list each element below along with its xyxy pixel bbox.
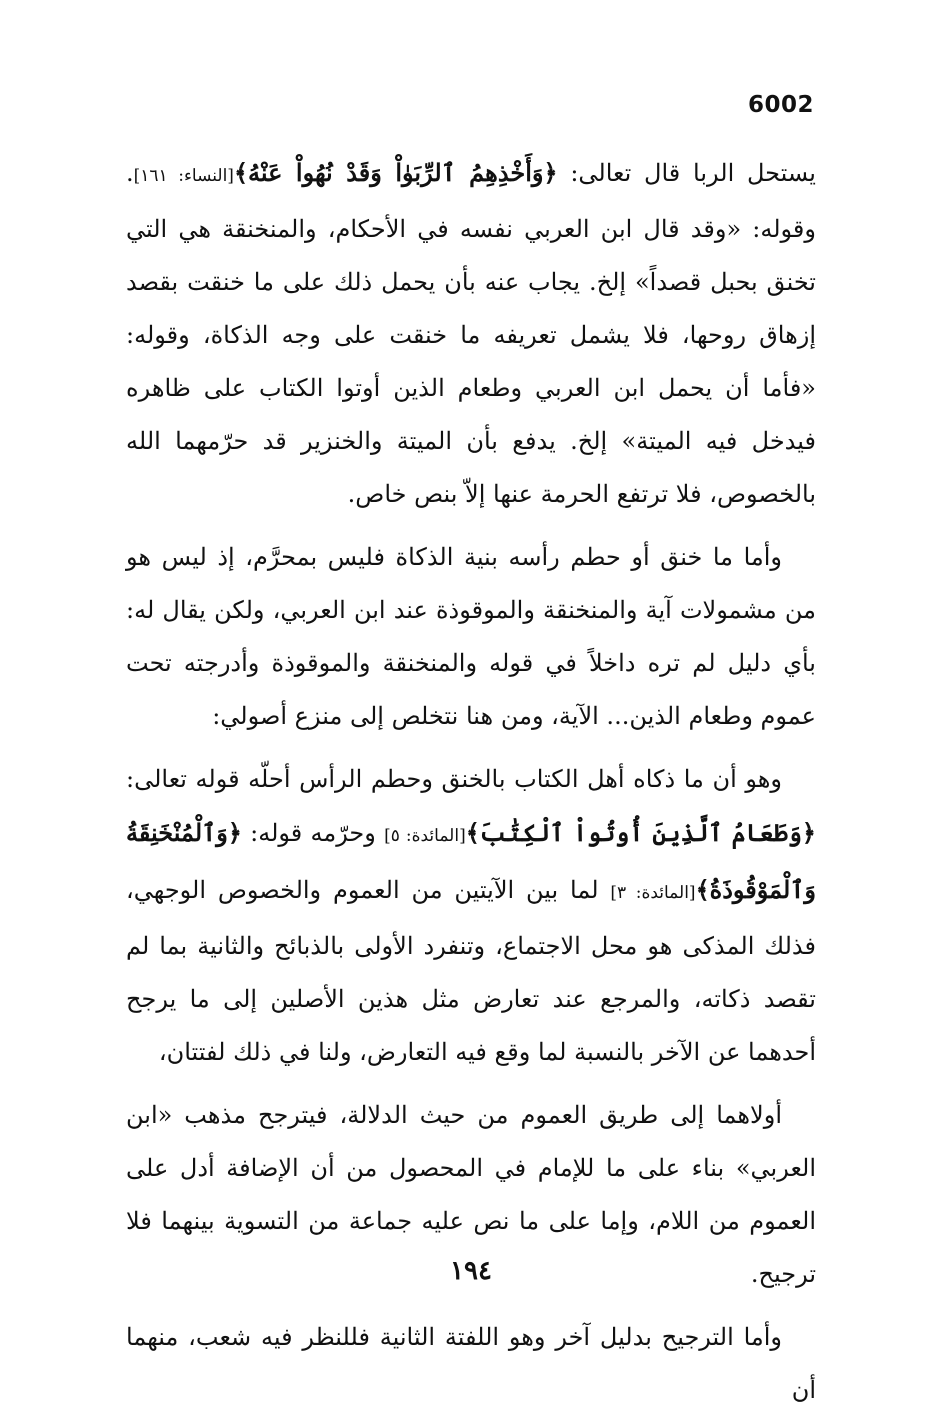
quran-verse: ﴿وَطَعَامُ ٱلَّذِينَ أُوتُواْ ٱلْكِتَٰبَ﴾ (465, 818, 816, 847)
paragraph-text: يستحل الربا قال تعالى: (557, 159, 816, 187)
verse-reference: [المائدة: ٥] (384, 826, 466, 846)
paragraph (126, 753, 816, 1079)
paragraph-text: وهو أن ما ذكاه أهل الكتاب بالخنق وحطم الرأس أحلّه قوله تعالى: (126, 765, 782, 793)
quran-verse: ﴿وَأَخْذِهِمُ ٱلرِّبَوٰاْ وَقَدْ نُهُواْ عَنْهُ﴾ (233, 158, 558, 187)
paragraph-text: لما بين الآيتين من العموم والخصوص الوجهي، فذلك المذكى هو محل الاجتماع، وتنفرد الأولى بالذبائح والثانية بما لم تقصد ذكاته، والمرجع عند تعارض مثل هذين الأصلين إلى ما يرجح أحدهما عن الآخر بالنسبة لما وقع فيه التعارض، ولنا في ذلك لفتتان، (126, 876, 816, 1066)
paragraph (126, 1311, 816, 1417)
verse-reference: [النساء: ١٦١] (133, 166, 234, 186)
page-number: ١٩٤ (450, 1256, 492, 1286)
paragraph-text: . وقوله: «وقد قال ابن العربي نفسه في الأحكام، والمنخنقة هي التي تخنق بحبل قصداً» إلخ. يجاب عنه بأن يحمل ذلك على ما خنقت بقصد إزهاق روحها، فلا يشمل تعريفه ما خنقت على وجه الذكاة، وقوله: «فأما أن يحمل ابن العربي وطعام الذين أوتوا الكتاب على ظاهره فيدخل فيه الميتة» إلخ. يدفع بأن الميتة والخنزير قد حرّمهما الله بالخصوص، فلا ترتفع الحرمة عنها إلاّ بنص خاص. (126, 159, 816, 508)
paragraph (126, 531, 816, 743)
paragraph (126, 146, 816, 521)
verse-reference: [المائدة: ٣] (610, 883, 696, 903)
paragraph-text: وأما ما خنق أو حطم رأسه بنية الذكاة فليس بمحرَّم، إذ ليس هو من مشمولات آية والمنخنقة والموقوذة عند ابن العربي، ولكن يقال له: بأي دليل لم تره داخلاً في قوله والمنخنقة والموقوذة وأدرجته تحت عموم وطعام الذين... الآية، ومن هنا نتخلص إلى منزع أصولي: (126, 543, 816, 730)
paragraph-text: وأما الترجيح بدليل آخر وهو اللفتة الثانية فللنظر فيه شعب، منهما أن (126, 1323, 816, 1404)
paragraph-text: وحرّمه قوله: (241, 819, 385, 847)
paragraph-text: أولاهما إلى طريق العموم من حيث الدلالة، فيترجح مذهب «ابن العربي» بناء على ما للإمام في المحصول من أن الإضافة أدل على العموم من اللام، وإما على ما نص عليه جماعة من التسوية بينهما فلا ترجيح. (126, 1101, 816, 1288)
quran-verse: ﴿وَٱلْمُنْخَنِقَةُ وَٱلْمَوْقُوذَةُ﴾ (126, 818, 816, 904)
body-text (126, 146, 816, 1417)
page-id-number: 6002 (747, 92, 814, 118)
